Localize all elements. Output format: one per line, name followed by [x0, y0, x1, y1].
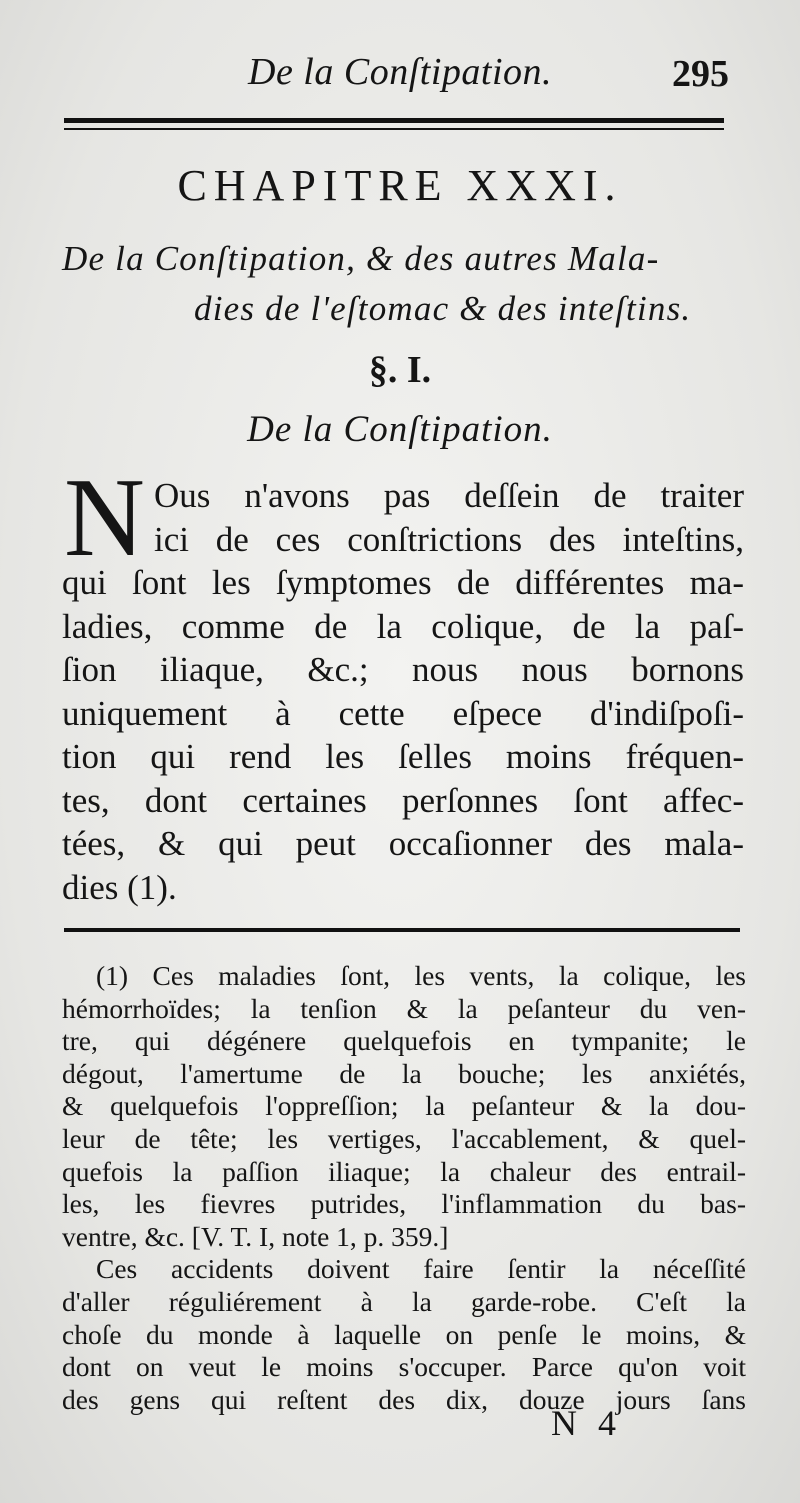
footnote-line: tre, qui dégénere quelquefois en tympanite; le — [62, 1025, 746, 1057]
footnote-line: (1) Ces maladies ſont, les vents, la colique, les — [96, 960, 746, 991]
header-rule — [64, 118, 724, 130]
footnote-line: dégout, l'amertume de la bouche; les anxiétés, — [62, 1057, 746, 1089]
body-line: uniquement à cette eſpece d'indiſpoſi- — [62, 693, 744, 733]
running-head — [0, 46, 800, 106]
chapter-subtitle — [62, 234, 742, 334]
body-line: tes, dont certaines perſonnes ſont affec- — [62, 780, 744, 820]
body-line: qui ſont les ſymptomes de différentes ma- — [62, 563, 744, 602]
running-head-title: De la Conſtipation. — [248, 51, 552, 93]
footnote-line: choſe du monde à laquelle on penſe le moins, & — [62, 1318, 746, 1350]
body-line: dies (1). — [62, 867, 177, 907]
footnote-line: ventre, &c. [V. T. I, note 1, p. 359.] — [62, 1220, 449, 1252]
footnote-line: hémorrhoïdes; la tenſion & la peſanteur du ven- — [62, 992, 746, 1024]
footnote-line: leur de tête; les vertiges, l'accablement, & quel- — [62, 1122, 746, 1154]
footnote-line: d'aller réguliérement à la garde-robe. C'eſt la — [62, 1285, 746, 1317]
footnote-line: & quelquefois l'oppreſſion; la peſanteur & la dou- — [62, 1090, 746, 1122]
footnote-line: les, les fievres putrides, l'inflammation du bas- — [62, 1188, 746, 1220]
section-title: De la Conſtipation. — [247, 409, 553, 450]
body-line: Ous n'avons pas deſſein de traiter — [154, 476, 744, 515]
chapter-subtitle-line: De la Conſtipation, & des autres Mala- — [62, 239, 660, 278]
body-line: ici de ces conſtrictions des inteſtins, — [154, 519, 744, 559]
footnote-rule — [64, 928, 740, 932]
body-line: tion qui rend les ſelles moins fréquen- — [62, 737, 744, 776]
body-line: tées, & qui peut occaſionner des mala- — [62, 824, 744, 863]
page-number: 295 — [672, 53, 729, 95]
footnote — [62, 960, 746, 1416]
body-line: ſion iliaque, &c.; nous nous bornons — [62, 650, 744, 689]
footnote-line: dont on veut le moins s'occuper. Parce qu'on voit — [62, 1351, 746, 1383]
footnote-line: quefois la paſſion iliaque; la chaleur des entrail- — [62, 1155, 746, 1187]
drop-cap: N — [64, 456, 145, 580]
body-line: ladies, comme de la colique, de la paſ- — [62, 606, 744, 646]
chapter-subtitle-line: dies de l'eſtomac & des inteſtins. — [194, 289, 692, 328]
chapter-heading: CHAPITRE XXXI. — [177, 161, 623, 210]
footnote-line: des gens qui reſtent des dix, douze jours ſans — [62, 1383, 746, 1415]
footnote-paragraph — [62, 1253, 746, 1416]
body-text — [62, 474, 744, 909]
footnote-line: Ces accidents doivent faire ſentir la néceſſité — [96, 1253, 746, 1285]
signature-mark: N 4 — [551, 1403, 622, 1443]
section-number: §. I. — [368, 349, 432, 391]
